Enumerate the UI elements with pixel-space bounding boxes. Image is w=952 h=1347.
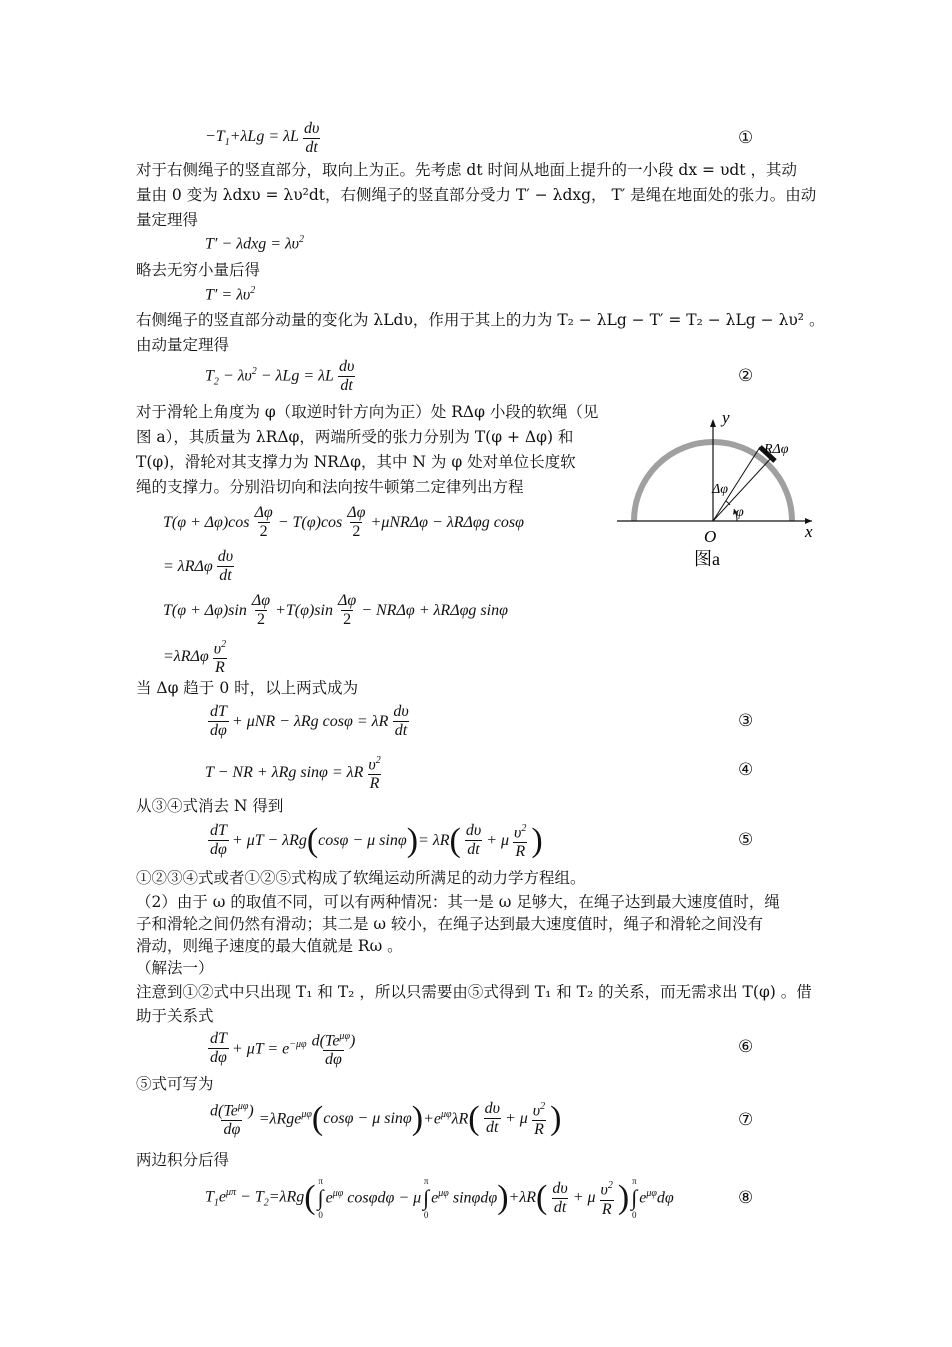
paragraph-line: 图 a），其质量为 λRΔφ，两端所受的张力分别为 T(φ + Δφ) 和 <box>136 428 574 446</box>
paragraph-line: （2）由于 ω 的取值不同，可以有两种情况：其一是 ω 足够大，在绳子达到最大速度值时，绳 <box>136 893 780 911</box>
paragraph-line: T(φ)，滑轮对其支撑力为 NRΔφ，其中 N 为 φ 处对单位长度软 <box>136 453 576 471</box>
paragraph-line: 对于滑轮上角度为 φ（取逆时针方向为正）处 RΔφ 小段的软绳（见 <box>136 403 599 421</box>
equation-marker-6: ⑥ <box>738 1037 754 1057</box>
label-origin: O <box>704 527 717 546</box>
equation-5: $\frac{dT}{d\varphi}$ + μT − λRg ( cosφ − μ sinφ ) = λR ( $\frac{d\upsilon}{dt}$ + μ $\frac{\upsilon^2}{R}$ ) <box>210 821 543 861</box>
equation-tension-ground: $T' = \lambda\upsilon^2$ <box>205 285 256 304</box>
equation-marker-3: ③ <box>738 711 754 731</box>
label-y: y <box>722 408 730 427</box>
equation-tangential: T(φ + Δφ)cos $\frac{\Delta\varphi}{2}$ − T(φ)cos $\frac{\Delta\varphi}{2}$ +μNRΔφ − λRΔφg cosφ <box>163 504 524 540</box>
equation-7: $\frac{d(Te^{\mu\varphi})}{d\varphi}$ =λRge$^{\mu\varphi}$ ( cosφ − μ sinφ ) $+e^{\mu\varphi}\lambda R$ ( $\frac{d\upsilon}{dt}$ + μ $\frac{\upsilon^2}{R}$ ) <box>210 1099 562 1139</box>
paragraph-line: ⑤式可写为 <box>136 1075 214 1093</box>
equation-marker-2: ② <box>738 366 754 386</box>
paragraph-line: ①②③④式或者①②⑤式构成了软绳运动所满足的动力学方程组。 <box>136 869 586 887</box>
equation-marker-7: ⑦ <box>738 1110 754 1130</box>
paragraph-line: 滑动，则绳子速度的最大值就是 Rω 。 <box>136 937 403 955</box>
equation-marker-5: ⑤ <box>738 830 754 850</box>
figure-a-pulley-diagram <box>612 405 827 575</box>
paragraph-line: 绳的支撑力。分别沿切向和法向按牛顿第二定律列出方程 <box>136 478 524 496</box>
paragraph-line: 从③④式消去 N 得到 <box>136 797 284 815</box>
paragraph-line: 两边积分后得 <box>136 1151 230 1169</box>
paragraph-line: 助于关系式 <box>136 1007 214 1025</box>
paragraph-line: 量由 0 变为 λdxυ = λυ²dt，右侧绳子的竖直部分受力 T′ − λdxg， T′ 是绳在地面处的张力。由动 <box>136 186 817 204</box>
equation-8: $T_1e^{\mu\pi} - T_2=\lambda Rg$ ( π ∫ 0 $e^{\mu\varphi}$ cosφdφ − μ π ∫ 0 $e^{\mu\varphi}$ sinφdφ ) +λR ( $\frac{d\upsilon}{dt}$ + μ $\frac{\upsilon^2}{R}$ ) π ∫ 0 $e^{\mu\varphi}d\varphi$ <box>205 1176 674 1220</box>
equation-4: T − NR + λRg sinφ = λR $\frac{\upsilon^2}{R}$ <box>205 755 381 793</box>
equation-normal-rhs: =λRΔφ $\frac{\upsilon^2}{R}$ <box>163 639 227 677</box>
paragraph-line: 对于右侧绳子的竖直部分，取向上为正。先考虑 dt 时间从地面上提升的一小段 dx = υdt ，其动 <box>136 161 797 179</box>
equation-6: $\frac{dT}{d\varphi}$ + $\mu T = e^{-\mu\varphi}$ $\frac{d(Te^{\mu\varphi})}{d\varphi}$ <box>210 1030 356 1069</box>
equation-marker-4: ④ <box>738 760 754 780</box>
equation-3: $\frac{dT}{d\varphi}$ + μNR − λRg cosφ = λR $\frac{d\upsilon}{dt}$ <box>210 703 409 739</box>
paragraph-line: 注意到①②式中只出现 T₁ 和 T₂ ，所以只需要由⑤式得到 T₁ 和 T₂ 的关系，而无需求出 T(φ) 。借 <box>136 983 812 1001</box>
equation-normal: T(φ + Δφ)sin $\frac{\Delta\varphi}{2}$ +T(φ)sin $\frac{\Delta\varphi}{2}$ − NRΔφ + λRΔφg sinφ <box>163 592 508 628</box>
figure-caption: 图a <box>694 549 720 569</box>
paragraph-line: 略去无穷小量后得 <box>136 261 261 279</box>
paragraph-line: 由动量定理得 <box>136 336 230 354</box>
paragraph-line: （解法一） <box>136 959 214 977</box>
equation-momentum-ground: $T' - \lambda dxg = \lambda\upsilon^2$ <box>205 234 305 253</box>
equation-tangential-rhs: = λRΔφ $\frac{d\upsilon}{dt}$ <box>163 548 234 584</box>
label-dphi: Δφ <box>712 482 728 497</box>
label-segment: RΔφ <box>764 442 789 457</box>
label-x: x <box>805 522 813 541</box>
label-phi: φ <box>736 505 744 520</box>
y-axis-arrow <box>710 419 716 427</box>
equation-marker-8: ⑧ <box>738 1188 754 1208</box>
equation-1: $-T_1+\lambda Lg = \lambda L$ $\frac{d\upsilon}{dt}$ <box>205 120 320 156</box>
paragraph-line: 当 Δφ 趋于 0 时，以上两式成为 <box>136 679 359 697</box>
equation-2: $T_2 - \lambda\upsilon^2 - \lambda Lg = \lambda L$ $\frac{d\upsilon}{dt}$ <box>205 358 355 394</box>
paragraph-line: 右侧绳子的竖直部分动量的变化为 λLdυ，作用于其上的力为 T₂ − λLg − T′ = T₂ − λLg − λυ² 。 <box>136 311 825 329</box>
paragraph-line: 子和滑轮之间仍然有滑动；其二是 ω 较小，在绳子达到最大速度值时，绳子和滑轮之间没有 <box>136 915 763 933</box>
equation-marker-1: ① <box>738 128 754 148</box>
paragraph-line: 量定理得 <box>136 211 199 229</box>
